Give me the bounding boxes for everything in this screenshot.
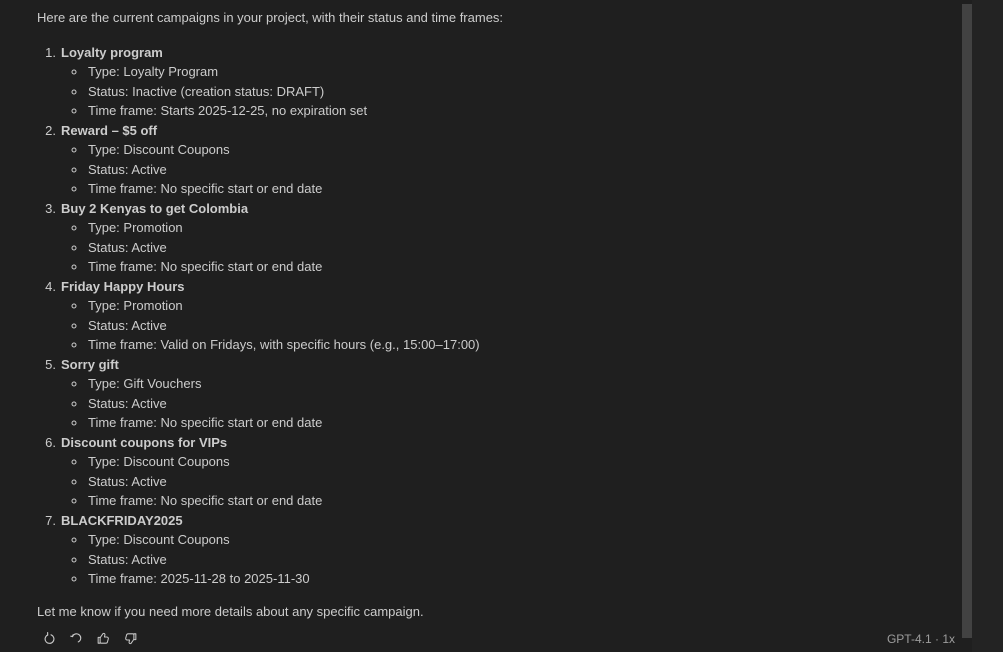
campaign-detail: ◦ Status: Active — [87, 316, 943, 336]
campaign-title-row — [37, 43, 943, 63]
campaign-detail: ◦ Type: Promotion — [87, 296, 943, 316]
campaign-list — [37, 43, 943, 589]
campaign-item — [37, 199, 943, 277]
campaign-details — [37, 296, 943, 355]
campaign-number: 6. — [45, 434, 56, 450]
campaign-name: Discount coupons for VIPs — [61, 434, 228, 450]
campaign-item — [37, 511, 943, 589]
campaign-detail: ◦ Time frame: No specific start or end date — [87, 257, 943, 277]
campaign-detail: ◦ Status: Active — [87, 160, 943, 180]
campaign-detail: ◦ Type: Loyalty Program — [87, 62, 943, 82]
campaign-detail: ◦ Type: Discount Coupons — [87, 140, 943, 160]
campaign-name: Buy 2 Kenyas to get Colombia — [61, 200, 249, 216]
thumbs-down-button[interactable] — [122, 630, 138, 646]
campaign-detail: ◦ Status: Active — [87, 394, 943, 414]
campaign-detail: ◦ Time frame: No specific start or end date — [87, 413, 943, 433]
campaign-name: Sorry gift — [61, 356, 119, 372]
thumbs-up-icon — [96, 631, 111, 646]
campaign-number: 7. — [45, 512, 56, 528]
scrollbar-thumb[interactable] — [962, 4, 972, 638]
campaign-details — [37, 452, 943, 511]
campaign-detail: ◦ Type: Gift Vouchers — [87, 374, 943, 394]
campaign-name: Loyalty program — [61, 44, 163, 60]
undo-button[interactable] — [68, 630, 84, 646]
campaign-title-row — [37, 277, 943, 297]
campaign-item — [37, 121, 943, 199]
campaign-detail: ◦ Status: Active — [87, 550, 943, 570]
retry-icon — [42, 631, 57, 646]
right-panel-strip — [972, 0, 1003, 652]
model-info-label: GPT-4.1 · 1x — [886, 632, 955, 646]
campaign-number: 2. — [45, 122, 56, 138]
campaign-name: BLACKFRIDAY2025 — [61, 512, 183, 528]
response-toolbar — [41, 630, 138, 646]
retry-button[interactable] — [41, 630, 57, 646]
campaign-title-row — [37, 355, 943, 375]
assistant-message-intro: Here are the current campaigns in your project, with their status and time frames: — [37, 10, 504, 25]
undo-icon — [69, 631, 84, 646]
campaign-number: 3. — [45, 200, 56, 216]
campaign-details — [37, 140, 943, 199]
campaign-details — [37, 530, 943, 589]
thumbs-down-icon — [123, 631, 138, 646]
campaign-title-row — [37, 511, 943, 531]
campaign-detail: ◦ Time frame: No specific start or end date — [87, 491, 943, 511]
campaign-detail: ◦ Type: Promotion — [87, 218, 943, 238]
campaign-details — [37, 374, 943, 433]
campaign-details — [37, 218, 943, 277]
campaign-detail: ◦ Type: Discount Coupons — [87, 530, 943, 550]
campaign-item — [37, 433, 943, 511]
assistant-message-outro: Let me know if you need more details about any specific campaign. — [37, 603, 424, 619]
campaign-detail: ◦ Time frame: Starts 2025-12-25, no expiration set — [87, 101, 943, 121]
assistant-message — [37, 8, 943, 621]
campaign-item — [37, 355, 943, 433]
thumbs-up-button[interactable] — [95, 630, 111, 646]
campaign-number: 5. — [45, 356, 56, 372]
campaign-detail: ◦ Status: Inactive (creation status: DRAFT) — [87, 82, 943, 102]
campaign-title-row — [37, 121, 943, 141]
campaign-item — [37, 277, 943, 355]
campaign-detail: ◦ Status: Active — [87, 472, 943, 492]
campaign-detail: ◦ Time frame: Valid on Fridays, with specific hours (e.g., 15:00–17:00) — [87, 335, 943, 355]
campaign-detail: ◦ Time frame: 2025-11-28 to 2025-11-30 — [87, 569, 943, 589]
campaign-number: 4. — [45, 278, 56, 294]
campaign-detail: ◦ Type: Discount Coupons — [87, 452, 943, 472]
campaign-details — [37, 62, 943, 121]
campaign-number: 1. — [45, 44, 56, 60]
campaign-name: Reward – $5 off — [61, 122, 158, 138]
campaign-name: Friday Happy Hours — [61, 278, 185, 294]
campaign-title-row — [37, 433, 943, 453]
campaign-item — [37, 43, 943, 121]
campaign-title-row — [37, 199, 943, 219]
campaign-detail: ◦ Time frame: No specific start or end date — [87, 179, 943, 199]
campaign-detail: ◦ Status: Active — [87, 238, 943, 258]
